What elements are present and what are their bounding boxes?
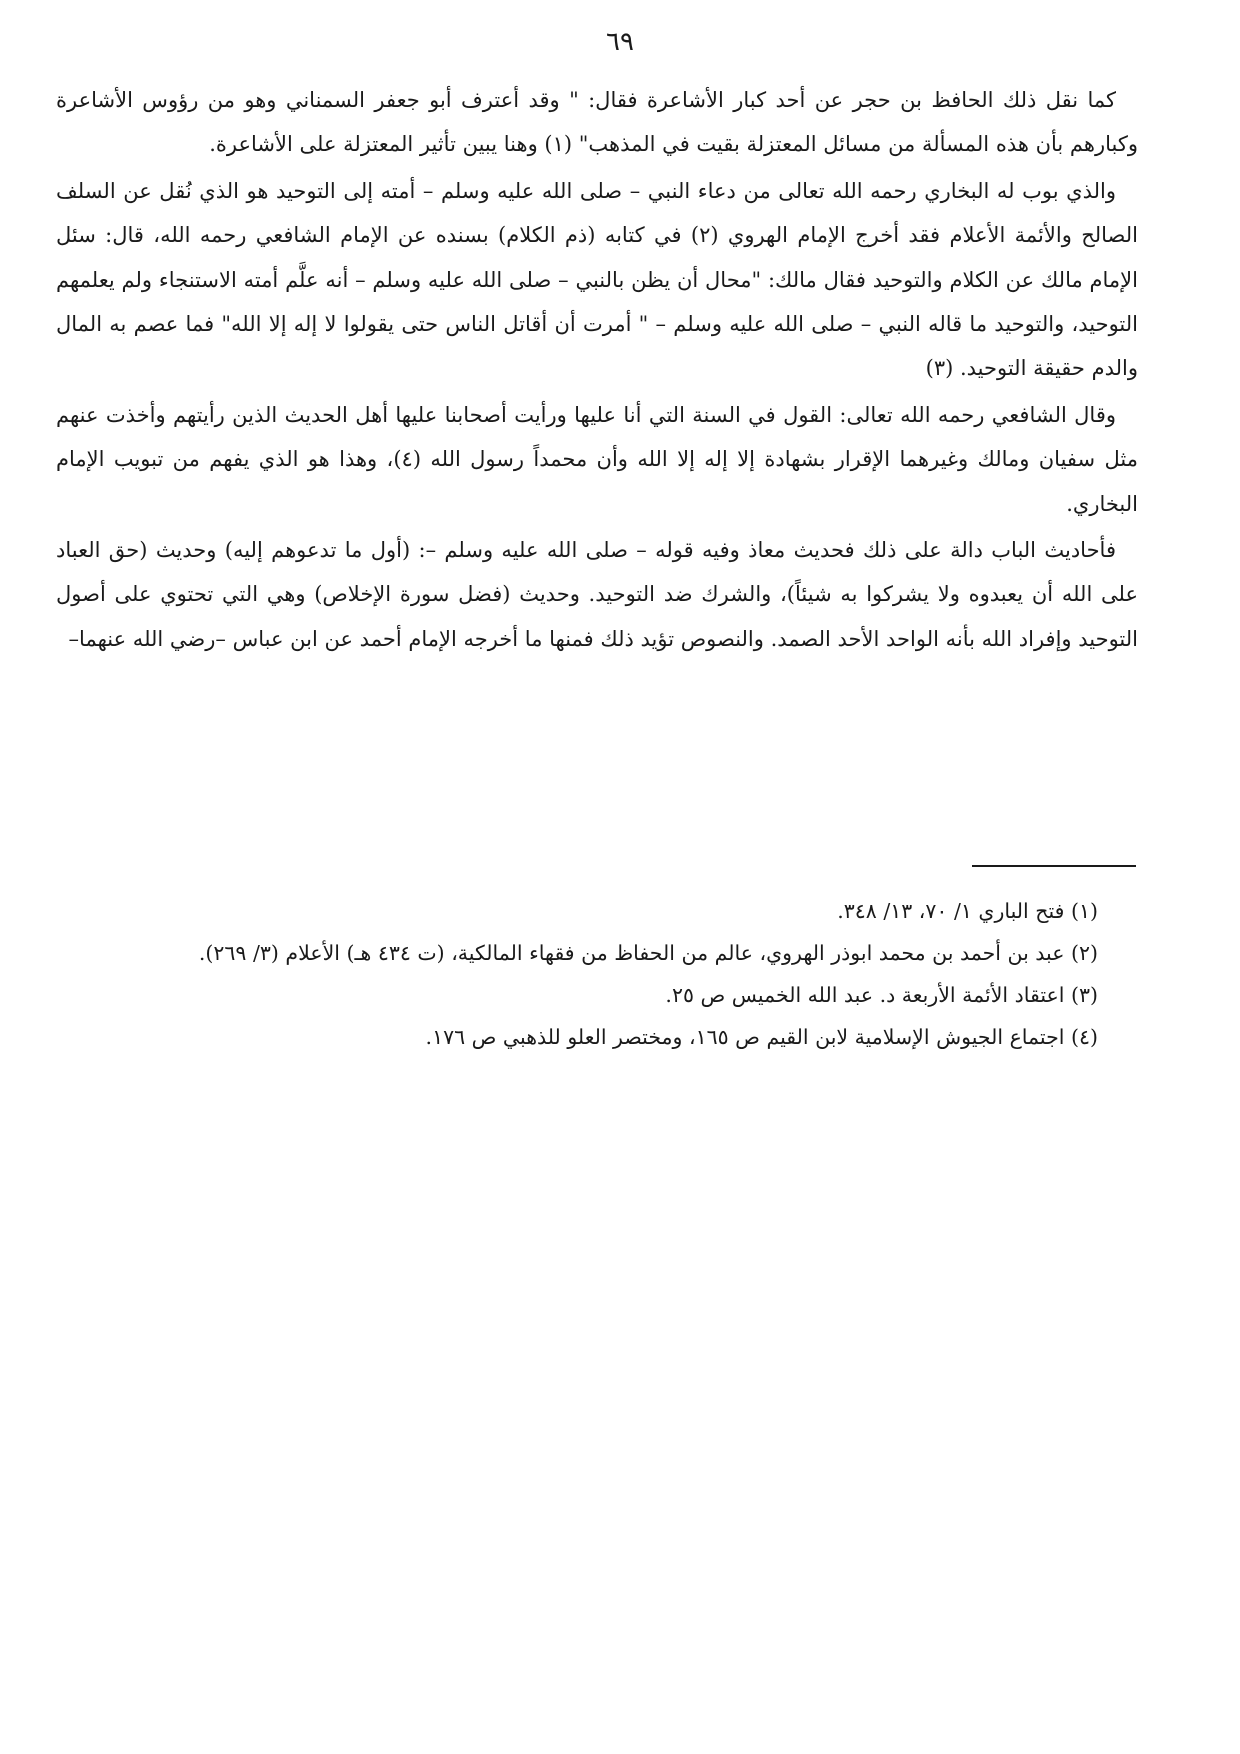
footnote: (١) فتح الباري ١/ ٧٠، ١٣/ ٣٤٨.: [837, 899, 1098, 923]
footnote: (٣) اعتقاد الأئمة الأربعة د. عبد الله الخميس ص ٢٥.: [665, 983, 1098, 1007]
paragraph: فأحاديث الباب دالة على ذلك فحديث معاذ وفيه قوله – صلى الله عليه وسلم –: (أول ما تدعوهم إليه) وحديث (حق العباد على الله أن يعبدوه ولا يشركوا به شيئاً)، والشرك ضد التوحيد. وحديث (فضل سورة الإخلاص) وهي التي تحتوي على أصول التوحيد وإفراد الله بأنه الواحد الأحد الصمد. والنصوص تؤيد ذلك فمنها ما أخرجه الإمام أحمد عن ابن عباس –رضي الله عنهما–: [56, 538, 1138, 651]
paragraph: وقال الشافعي رحمه الله تعالى: القول في السنة التي أنا عليها ورأيت أصحابنا عليها أهل الحديث الذين رأيتهم وأخذت عنهم مثل سفيان ومالك وغيرهما الإقرار بشهادة إلا إله إلا الله وأن محمداً رسول الله (٤)، وهذا هو الذي يفهم من تبويب الإمام البخاري.: [56, 402, 1138, 516]
paragraph: والذي بوب له البخاري رحمه الله تعالى من دعاء النبي – صلى الله عليه وسلم – أمته إلى التوحيد هو الذي نُقل عن السلف الصالح والأئمة الأعلام فقد أخرج الإمام الهروي (٢) في كتابه (ذم الكلام) بسنده عن الإمام الشافعي رحمه الله، قال: سئل الإمام مالك عن الكلام والتوحيد فقال مالك: "محال أن يظن بالنبي – صلى الله عليه وسلم – أنه علَّم أمته الاستنجاء ولم يعلمهم التوحيد، والتوحيد ما قاله النبي – صلى الله عليه وسلم – " أمرت أن أقاتل الناس حتى يقولوا لا إله إلا الله" فما عصم به المال والدم حقيقة التوحيد. (٣): [56, 178, 1138, 381]
main-text: [56, 78, 1138, 661]
footnote-divider: [972, 865, 1136, 867]
paragraph: كما نقل ذلك الحافظ بن حجر عن أحد كبار الأشاعرة فقال: " وقد أعترف أبو جعفر السمناني وهو من رؤوس الأشاعرة وكبارهم بأن هذه المسألة من مسائل المعتزلة بقيت في المذهب" (١) وهنا يبين تأثير المعتزلة على الأشاعرة.: [56, 88, 1138, 157]
footnote: (٢) عبد بن أحمد بن محمد ابوذر الهروي، عالم من الحفاظ من فقهاء المالكية، (ت ٤٣٤ هـ) الأعلام (٣/ ٢٦٩).: [198, 941, 1098, 965]
footnote: (٤) اجتماع الجيوش الإسلامية لابن القيم ص ١٦٥، ومختصر العلو للذهبي ص ١٧٦.: [425, 1025, 1098, 1049]
page-number: ٦٩: [606, 27, 634, 57]
footnotes: [56, 890, 1138, 1058]
